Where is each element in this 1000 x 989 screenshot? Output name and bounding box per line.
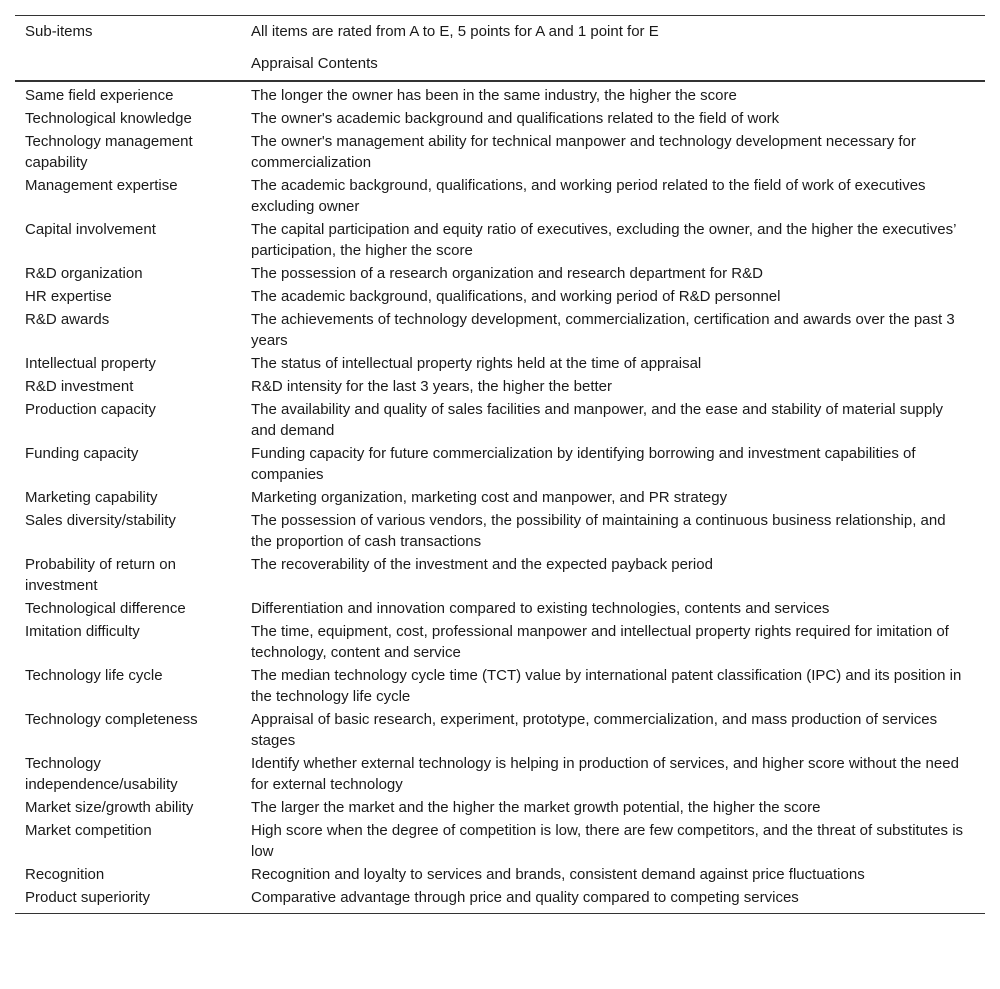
sub-item-cell: Recognition [25, 866, 105, 883]
table-row [15, 752, 985, 796]
appraisal-content-cell: The academic background, qualifications, and working period of R&D personnel [251, 288, 781, 305]
appraisal-content-cell: The larger the market and the higher the market growth potential, the higher the score [251, 799, 821, 816]
table-row [15, 886, 985, 914]
appraisal-content-cell: Comparative advantage through price and quality compared to competing services [241, 886, 985, 914]
appraisal-content-cell: The longer the owner has been in the same industry, the higher the score [251, 87, 737, 104]
sub-item-cell: Same field experience [25, 87, 174, 104]
sub-item-cell: HR expertise [25, 288, 112, 305]
table-row [15, 708, 985, 752]
sub-item-cell: Technology life cycle [25, 667, 163, 684]
sub-item-cell: Production capacity [25, 401, 156, 418]
appraisal-content-cell: The achievements of technology development, commercialization, certification and awards over the past 3 years [251, 311, 955, 349]
sub-item-cell: Sales diversity/stability [25, 512, 176, 529]
sub-item-cell: Funding capacity [25, 445, 139, 462]
sub-item-cell: Technological difference [25, 600, 186, 617]
table-row [15, 398, 985, 442]
table-row [15, 553, 985, 597]
appraisal-table-container [15, 15, 985, 914]
appraisal-content-cell: The owner's management ability for technical manpower and technology development necessary for commercialization [251, 133, 916, 171]
table-row [15, 218, 985, 262]
appraisal-content-cell: Appraisal of basic research, experiment, prototype, commercialization, and mass production of services stages [251, 711, 938, 749]
sub-item-cell: Marketing capability [25, 489, 158, 506]
appraisal-content-cell: R&D intensity for the last 3 years, the higher the better [251, 378, 613, 395]
sub-item-cell: Market size/growth ability [25, 799, 194, 816]
table-row [15, 107, 985, 130]
table-row [15, 442, 985, 486]
table-row [15, 620, 985, 664]
table-row [15, 352, 985, 375]
table-row [15, 597, 985, 620]
appraisal-table [15, 15, 985, 914]
table-row [15, 819, 985, 863]
appraisal-content-cell: The capital participation and equity ratio of executives, excluding the owner, and the higher the executives’ participation, the higher the score [251, 221, 956, 259]
sub-item-cell: Technological knowledge [25, 110, 192, 127]
sub-item-cell: Technology independence/usability [25, 755, 178, 793]
appraisal-content-cell: The status of intellectual property rights held at the time of appraisal [251, 355, 702, 372]
header-sub-items: Sub-items [15, 16, 241, 44]
header-row-rating [15, 16, 985, 44]
appraisal-content-cell: Marketing organization, marketing cost and manpower, and PR strategy [251, 489, 728, 506]
header-rating-note: All items are rated from A to E, 5 points for A and 1 point for E [241, 16, 985, 44]
table-row [15, 262, 985, 285]
table-row [15, 375, 985, 398]
table-row [15, 130, 985, 174]
sub-item-cell: Management expertise [25, 177, 178, 194]
appraisal-content-cell: Funding capacity for future commercialization by identifying borrowing and investment capabilities of companies [251, 445, 916, 483]
appraisal-content-cell: Identify whether external technology is helping in production of services, and higher score without the need for external technology [251, 755, 959, 793]
sub-item-cell: Product superiority [15, 886, 241, 914]
appraisal-content-cell: The median technology cycle time (TCT) value by international patent classification (IPC) and its position in the technology life cycle [251, 667, 962, 705]
sub-item-cell: R&D investment [25, 378, 134, 395]
header-appraisal-contents: Appraisal Contents [241, 43, 985, 81]
sub-item-cell: Technology completeness [25, 711, 198, 728]
sub-item-cell: Market competition [25, 822, 152, 839]
sub-item-cell: Technology management capability [25, 133, 193, 171]
sub-item-cell: R&D awards [25, 311, 110, 328]
appraisal-content-cell: The recoverability of the investment and the expected payback period [251, 556, 713, 573]
appraisal-content-cell: Differentiation and innovation compared to existing technologies, contents and services [251, 600, 830, 617]
table-row [15, 285, 985, 308]
sub-item-cell: Capital involvement [25, 221, 156, 238]
sub-item-cell: Probability of return on investment [25, 556, 176, 594]
table-row [15, 863, 985, 886]
table-row [15, 796, 985, 819]
sub-item-cell: Intellectual property [25, 355, 156, 372]
appraisal-content-cell: High score when the degree of competition is low, there are few competitors, and the threat of substitutes is low [251, 822, 964, 860]
appraisal-content-cell: The academic background, qualifications, and working period related to the field of work of executives excluding owner [251, 177, 926, 215]
sub-item-cell: Imitation difficulty [25, 623, 140, 640]
table-row [15, 509, 985, 553]
table-row [15, 174, 985, 218]
table-row [15, 308, 985, 352]
appraisal-content-cell: The possession of various vendors, the possibility of maintaining a continuous business relationship, and the proportion of cash transactions [251, 512, 946, 550]
appraisal-content-cell: The possession of a research organization and research department for R&D [251, 265, 763, 282]
table-header [15, 16, 985, 82]
appraisal-content-cell: The time, equipment, cost, professional manpower and intellectual property rights required for imitation of technology, content and service [251, 623, 949, 661]
table-row [15, 81, 985, 107]
appraisal-content-cell: The availability and quality of sales facilities and manpower, and the ease and stability of material supply and demand [251, 401, 944, 439]
appraisal-content-cell: The owner's academic background and qualifications related to the field of work [251, 110, 780, 127]
table-body [15, 81, 985, 914]
appraisal-content-cell: Recognition and loyalty to services and brands, consistent demand against price fluctuations [251, 866, 865, 883]
table-row [15, 486, 985, 509]
header-empty-cell [15, 43, 241, 81]
sub-item-cell: R&D organization [25, 265, 143, 282]
header-row-contents [15, 43, 985, 81]
table-row [15, 664, 985, 708]
